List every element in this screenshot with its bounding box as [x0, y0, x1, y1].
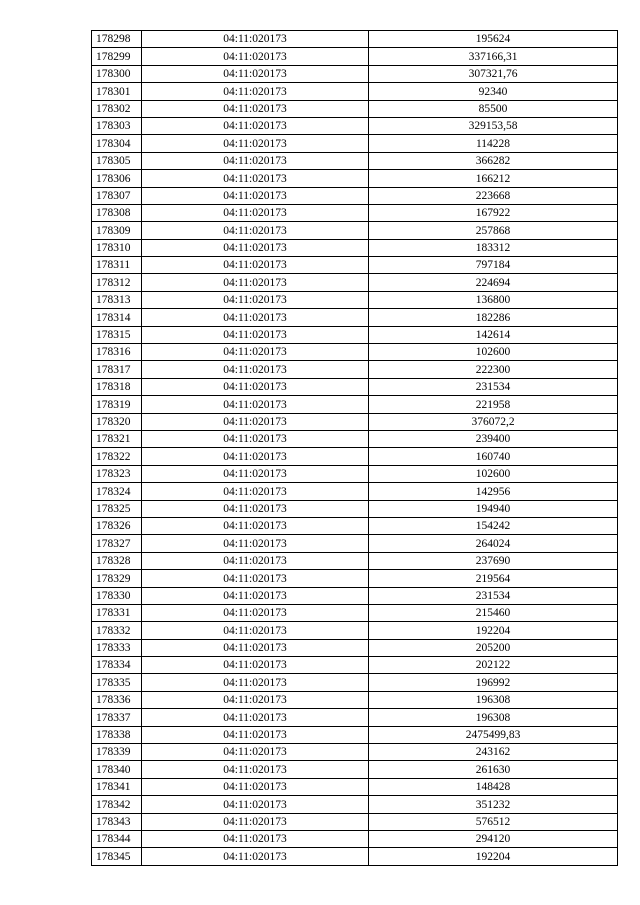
row-id-cell: 178308 — [92, 204, 142, 221]
row-amount-cell: 196308 — [369, 709, 618, 726]
row-amount-cell: 192204 — [369, 848, 618, 865]
row-id-cell: 178309 — [92, 222, 142, 239]
table-row — [92, 204, 618, 221]
row-code-cell: 04:11:020173 — [142, 187, 369, 204]
row-code-cell: 04:11:020173 — [142, 622, 369, 639]
row-id-cell: 178305 — [92, 152, 142, 169]
row-id-cell: 178318 — [92, 378, 142, 395]
row-amount-cell: 195624 — [369, 31, 618, 48]
row-code-cell: 04:11:020173 — [142, 396, 369, 413]
table-row — [92, 187, 618, 204]
table-row — [92, 170, 618, 187]
row-amount-cell: 85500 — [369, 100, 618, 117]
table-row — [92, 657, 618, 674]
row-amount-cell: 231534 — [369, 378, 618, 395]
row-code-cell: 04:11:020173 — [142, 31, 369, 48]
table-row — [92, 378, 618, 395]
row-code-cell: 04:11:020173 — [142, 587, 369, 604]
row-code-cell: 04:11:020173 — [142, 361, 369, 378]
table-row — [92, 674, 618, 691]
row-code-cell: 04:11:020173 — [142, 500, 369, 517]
table-row — [92, 691, 618, 708]
table-row — [92, 83, 618, 100]
row-amount-cell: 237690 — [369, 552, 618, 569]
row-amount-cell: 192204 — [369, 622, 618, 639]
row-id-cell: 178329 — [92, 570, 142, 587]
row-code-cell: 04:11:020173 — [142, 848, 369, 865]
table-row — [92, 500, 618, 517]
row-code-cell: 04:11:020173 — [142, 552, 369, 569]
table-row — [92, 830, 618, 847]
data-table — [91, 30, 618, 866]
row-amount-cell: 376072,2 — [369, 413, 618, 430]
row-amount-cell: 148428 — [369, 778, 618, 795]
table-row — [92, 448, 618, 465]
table-row — [92, 796, 618, 813]
row-amount-cell: 329153,58 — [369, 117, 618, 134]
table-row — [92, 813, 618, 830]
row-code-cell: 04:11:020173 — [142, 604, 369, 621]
row-id-cell: 178330 — [92, 587, 142, 604]
table-row — [92, 465, 618, 482]
row-id-cell: 178334 — [92, 657, 142, 674]
row-amount-cell: 257868 — [369, 222, 618, 239]
row-id-cell: 178304 — [92, 135, 142, 152]
row-code-cell: 04:11:020173 — [142, 65, 369, 82]
row-id-cell: 178303 — [92, 117, 142, 134]
row-code-cell: 04:11:020173 — [142, 378, 369, 395]
row-id-cell: 178300 — [92, 65, 142, 82]
row-id-cell: 178338 — [92, 726, 142, 743]
row-amount-cell: 224694 — [369, 274, 618, 291]
table-row — [92, 396, 618, 413]
table-row — [92, 31, 618, 48]
row-amount-cell: 167922 — [369, 204, 618, 221]
row-code-cell: 04:11:020173 — [142, 48, 369, 65]
table-row — [92, 65, 618, 82]
row-amount-cell: 114228 — [369, 135, 618, 152]
table-row — [92, 604, 618, 621]
row-amount-cell: 215460 — [369, 604, 618, 621]
table-row — [92, 535, 618, 552]
row-amount-cell: 102600 — [369, 344, 618, 361]
row-id-cell: 178319 — [92, 396, 142, 413]
table-row — [92, 848, 618, 865]
row-id-cell: 178320 — [92, 413, 142, 430]
row-amount-cell: 307321,76 — [369, 65, 618, 82]
row-code-cell: 04:11:020173 — [142, 430, 369, 447]
table-row — [92, 761, 618, 778]
row-amount-cell: 366282 — [369, 152, 618, 169]
table-row — [92, 483, 618, 500]
table-row — [92, 309, 618, 326]
row-id-cell: 178306 — [92, 170, 142, 187]
row-id-cell: 178312 — [92, 274, 142, 291]
row-amount-cell: 294120 — [369, 830, 618, 847]
row-id-cell: 178314 — [92, 309, 142, 326]
row-id-cell: 178323 — [92, 465, 142, 482]
row-code-cell: 04:11:020173 — [142, 778, 369, 795]
table-row — [92, 48, 618, 65]
table-row — [92, 117, 618, 134]
row-id-cell: 178321 — [92, 430, 142, 447]
table-row — [92, 587, 618, 604]
row-amount-cell: 337166,31 — [369, 48, 618, 65]
row-id-cell: 178326 — [92, 517, 142, 534]
row-amount-cell: 196992 — [369, 674, 618, 691]
row-amount-cell: 92340 — [369, 83, 618, 100]
row-code-cell: 04:11:020173 — [142, 761, 369, 778]
row-code-cell: 04:11:020173 — [142, 222, 369, 239]
row-code-cell: 04:11:020173 — [142, 796, 369, 813]
table-row — [92, 413, 618, 430]
row-id-cell: 178316 — [92, 344, 142, 361]
table-row — [92, 291, 618, 308]
row-amount-cell: 160740 — [369, 448, 618, 465]
row-code-cell: 04:11:020173 — [142, 257, 369, 274]
row-amount-cell: 243162 — [369, 744, 618, 761]
row-amount-cell: 219564 — [369, 570, 618, 587]
row-id-cell: 178298 — [92, 31, 142, 48]
row-id-cell: 178328 — [92, 552, 142, 569]
row-id-cell: 178335 — [92, 674, 142, 691]
row-code-cell: 04:11:020173 — [142, 448, 369, 465]
row-amount-cell: 2475499,83 — [369, 726, 618, 743]
row-id-cell: 178310 — [92, 239, 142, 256]
row-code-cell: 04:11:020173 — [142, 135, 369, 152]
row-amount-cell: 202122 — [369, 657, 618, 674]
row-id-cell: 178333 — [92, 639, 142, 656]
row-amount-cell: 231534 — [369, 587, 618, 604]
table-row — [92, 552, 618, 569]
table-row — [92, 274, 618, 291]
row-amount-cell: 182286 — [369, 309, 618, 326]
row-id-cell: 178343 — [92, 813, 142, 830]
row-code-cell: 04:11:020173 — [142, 517, 369, 534]
row-code-cell: 04:11:020173 — [142, 413, 369, 430]
row-code-cell: 04:11:020173 — [142, 813, 369, 830]
row-amount-cell: 576512 — [369, 813, 618, 830]
row-code-cell: 04:11:020173 — [142, 152, 369, 169]
row-amount-cell: 239400 — [369, 430, 618, 447]
table-row — [92, 430, 618, 447]
row-code-cell: 04:11:020173 — [142, 274, 369, 291]
row-code-cell: 04:11:020173 — [142, 535, 369, 552]
row-id-cell: 178311 — [92, 257, 142, 274]
table-row — [92, 100, 618, 117]
row-id-cell: 178302 — [92, 100, 142, 117]
row-amount-cell: 351232 — [369, 796, 618, 813]
row-code-cell: 04:11:020173 — [142, 639, 369, 656]
row-code-cell: 04:11:020173 — [142, 744, 369, 761]
row-id-cell: 178337 — [92, 709, 142, 726]
row-code-cell: 04:11:020173 — [142, 204, 369, 221]
table-row — [92, 744, 618, 761]
row-id-cell: 178322 — [92, 448, 142, 465]
table-row — [92, 344, 618, 361]
row-amount-cell: 797184 — [369, 257, 618, 274]
row-amount-cell: 261630 — [369, 761, 618, 778]
table-row — [92, 709, 618, 726]
row-id-cell: 178307 — [92, 187, 142, 204]
row-id-cell: 178315 — [92, 326, 142, 343]
table-row — [92, 570, 618, 587]
row-amount-cell: 221958 — [369, 396, 618, 413]
row-id-cell: 178325 — [92, 500, 142, 517]
row-id-cell: 178313 — [92, 291, 142, 308]
table-row — [92, 361, 618, 378]
row-code-cell: 04:11:020173 — [142, 100, 369, 117]
row-code-cell: 04:11:020173 — [142, 309, 369, 326]
row-code-cell: 04:11:020173 — [142, 465, 369, 482]
row-code-cell: 04:11:020173 — [142, 657, 369, 674]
row-id-cell: 178324 — [92, 483, 142, 500]
row-amount-cell: 166212 — [369, 170, 618, 187]
row-id-cell: 178339 — [92, 744, 142, 761]
row-code-cell: 04:11:020173 — [142, 117, 369, 134]
row-code-cell: 04:11:020173 — [142, 83, 369, 100]
row-amount-cell: 142614 — [369, 326, 618, 343]
row-amount-cell: 205200 — [369, 639, 618, 656]
row-amount-cell: 183312 — [369, 239, 618, 256]
table-row — [92, 152, 618, 169]
row-amount-cell: 196308 — [369, 691, 618, 708]
row-code-cell: 04:11:020173 — [142, 709, 369, 726]
table-body — [92, 31, 618, 866]
row-code-cell: 04:11:020173 — [142, 344, 369, 361]
row-code-cell: 04:11:020173 — [142, 326, 369, 343]
row-id-cell: 178341 — [92, 778, 142, 795]
row-amount-cell: 223668 — [369, 187, 618, 204]
row-id-cell: 178301 — [92, 83, 142, 100]
table-row — [92, 222, 618, 239]
row-amount-cell: 102600 — [369, 465, 618, 482]
row-code-cell: 04:11:020173 — [142, 483, 369, 500]
row-id-cell: 178299 — [92, 48, 142, 65]
table-row — [92, 239, 618, 256]
row-id-cell: 178344 — [92, 830, 142, 847]
row-id-cell: 178342 — [92, 796, 142, 813]
table-row — [92, 517, 618, 534]
row-code-cell: 04:11:020173 — [142, 674, 369, 691]
table-row — [92, 326, 618, 343]
row-id-cell: 178332 — [92, 622, 142, 639]
row-code-cell: 04:11:020173 — [142, 291, 369, 308]
row-id-cell: 178327 — [92, 535, 142, 552]
table-row — [92, 257, 618, 274]
row-code-cell: 04:11:020173 — [142, 170, 369, 187]
row-code-cell: 04:11:020173 — [142, 570, 369, 587]
table-row — [92, 639, 618, 656]
row-amount-cell: 194940 — [369, 500, 618, 517]
row-amount-cell: 136800 — [369, 291, 618, 308]
row-code-cell: 04:11:020173 — [142, 726, 369, 743]
row-code-cell: 04:11:020173 — [142, 239, 369, 256]
row-amount-cell: 222300 — [369, 361, 618, 378]
row-amount-cell: 142956 — [369, 483, 618, 500]
table-row — [92, 135, 618, 152]
table-row — [92, 778, 618, 795]
row-id-cell: 178345 — [92, 848, 142, 865]
row-id-cell: 178336 — [92, 691, 142, 708]
table-row — [92, 622, 618, 639]
row-amount-cell: 264024 — [369, 535, 618, 552]
table-row — [92, 726, 618, 743]
row-id-cell: 178340 — [92, 761, 142, 778]
row-amount-cell: 154242 — [369, 517, 618, 534]
row-code-cell: 04:11:020173 — [142, 830, 369, 847]
row-id-cell: 178331 — [92, 604, 142, 621]
row-code-cell: 04:11:020173 — [142, 691, 369, 708]
row-id-cell: 178317 — [92, 361, 142, 378]
